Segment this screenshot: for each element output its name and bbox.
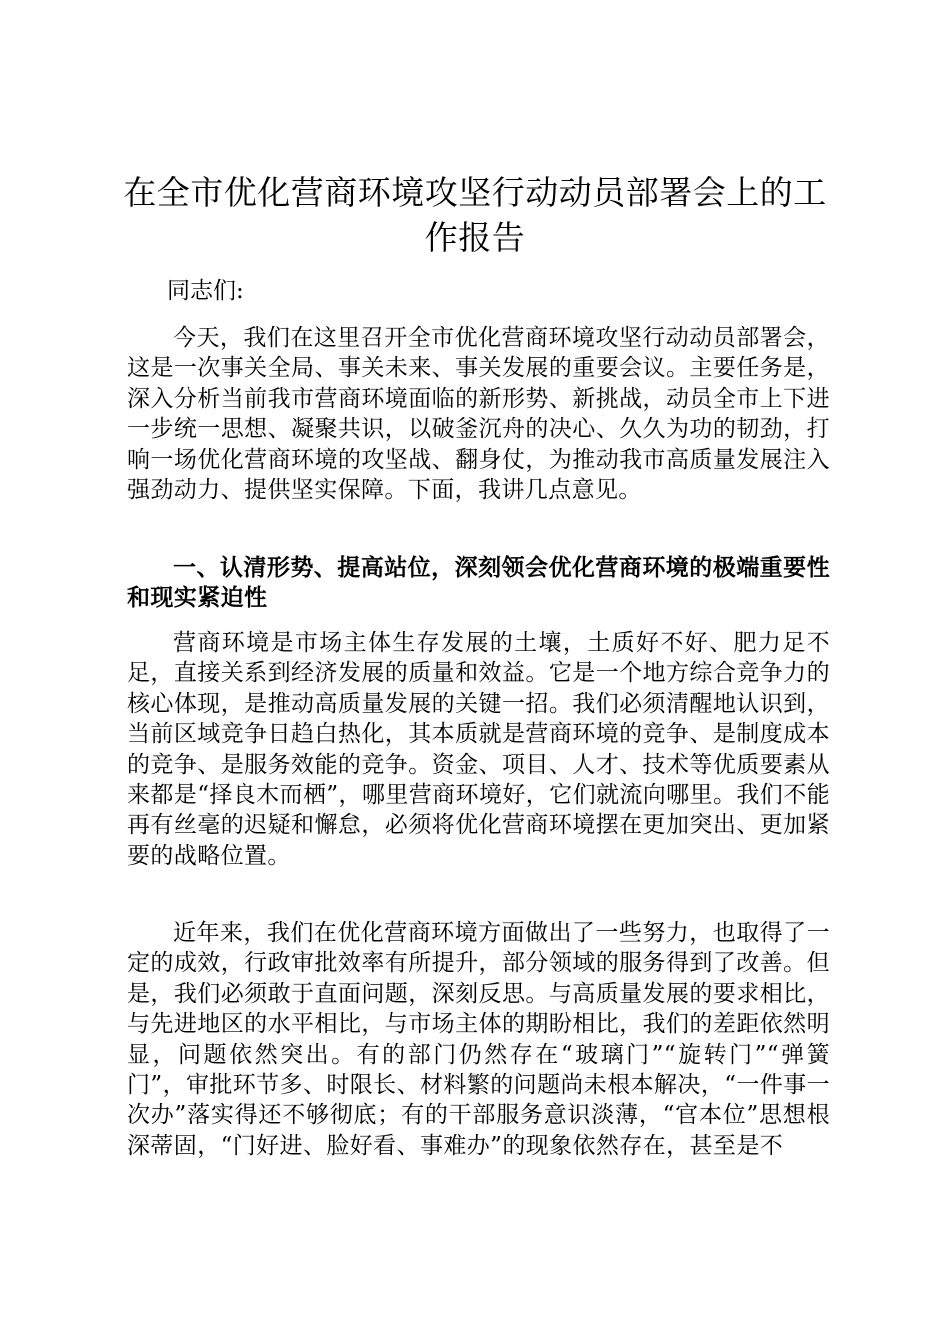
salutation: 同志们: (167, 278, 244, 304)
section-heading-1: 一、认清形势、提高站位，深刻领会优化营商环境的极端重要性和现实紧迫性 (127, 554, 830, 612)
paragraph-recent-years: 近年来，我们在优化营商环境方面做出了一些努力，也取得了一定的成效，行政审批效率有所提升，部分领域的服务得到了改善。但是，我们必须敢于直面问题，深刻反思。与高质量发展的要求相比，与先进地区的水平相比，与市场主体的期盼相比，我们的差距依然明显，问题依然突出。有的部门仍然存在“玻璃门”“旋转门”“弹簧门”，审批环节多、时限长、材料繁的问题尚未根本解决，“一件事一次办”落实得还不够彻底；有的干部服务意识淡薄，“官本位”思想根深蒂固，“门好进、脸好看、事难办”的现象依然存在，甚至是不 (127, 920, 830, 1159)
document-title: 在全市优化营商环境攻坚行动动员部署会上的工作报告 (123, 173, 827, 257)
paragraph-business-environment: 营商环境是市场主体生存发展的土壤，土质好不好、肥力足不足，直接关系到经济发展的质量和效益。它是一个地方综合竞争力的核心体现，是推动高质量发展的关键一招。我们必须清醒地认识到，当前区域竞争日趋白热化，其本质就是营商环境的竞争、是制度成本的竞争、是服务效能的竞争。资金、项目、人才、技术等优质要素从来都是“择良木而栖”，哪里营商环境好，它们就流向哪里。我们不能再有丝毫的迟疑和懈怠，必须将优化营商环境摆在更加突出、更加紧要的战略位置。 (127, 630, 830, 869)
paragraph-intro: 今天，我们在这里召开全市优化营商环境攻坚行动动员部署会，这是一次事关全局、事关未来、事关发展的重要会议。主要任务是，深入分析当前我市营商环境面临的新形势、新挑战，动员全市上下进一步统一思想、凝聚共识，以破釜沉舟的决心、久久为功的韧劲，打响一场优化营商环境的攻坚战、翻身仗，为推动我市高质量发展注入强劲动力、提供坚实保障。下面，我讲几点意见。 (127, 325, 830, 504)
